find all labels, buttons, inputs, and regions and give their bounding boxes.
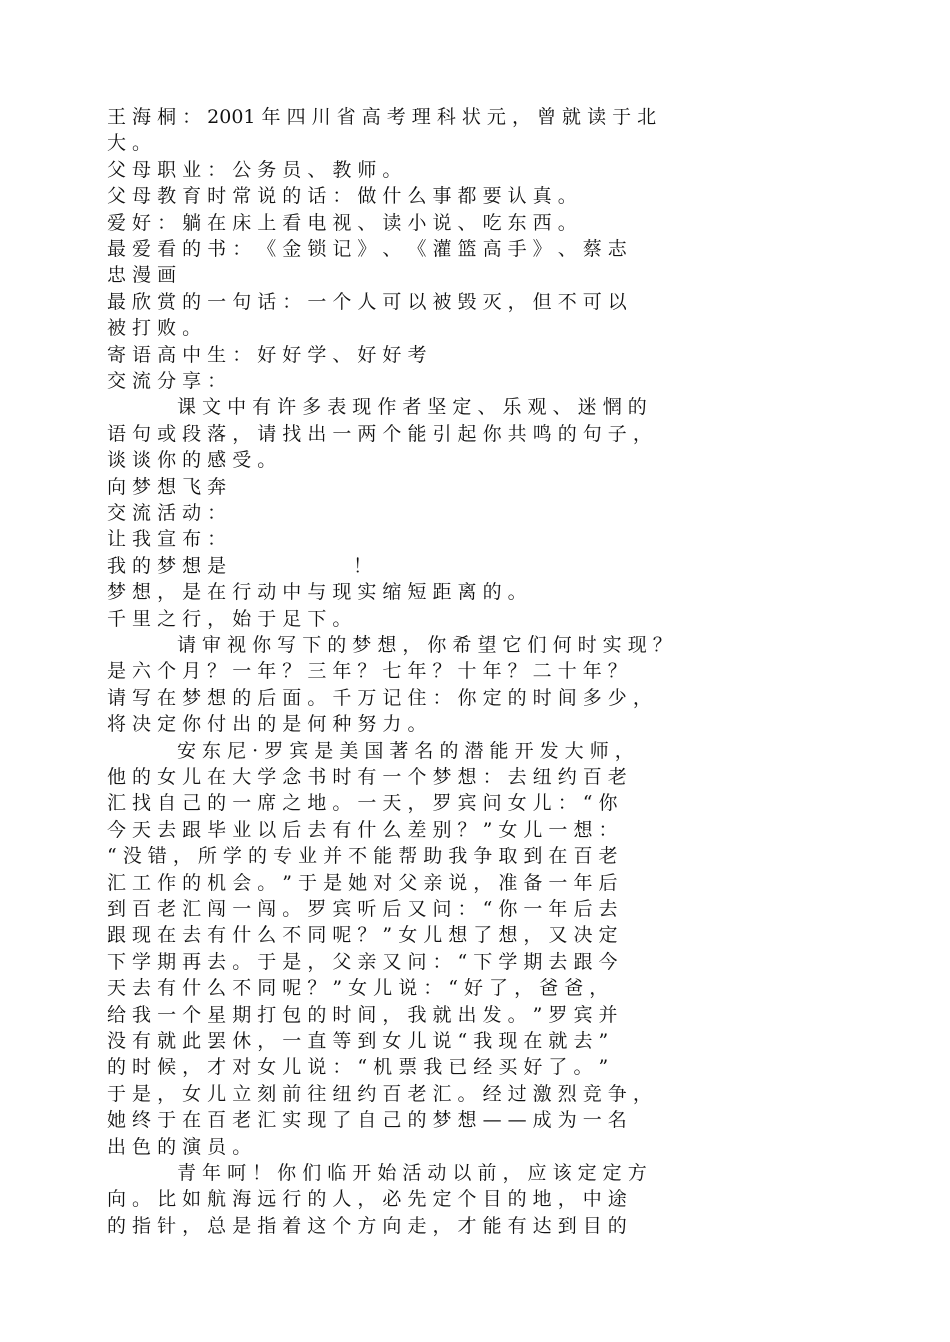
text-line: 寄 语 高 中 生 ： 好 好 学 、 好 好 考	[107, 343, 427, 366]
text-line: 请 写 在 梦 想 的 后 面 。 千 万 记 住 ： 你 定 的 时 间 多 少 ，	[107, 686, 652, 709]
text-line: 的 指 针 ， 总 是 指 着 这 个 方 向 走 ， 才 能 有 达 到 目 的	[107, 1214, 627, 1237]
text-line: “ 没 错 ， 所 学 的 专 业 并 不 能 帮 助 我 争 取 到 在 百 老	[107, 845, 618, 868]
text-line: 今 天 去 跟 毕 业 以 后 去 有 什 么 差 别 ？ ” 女 儿 一 想 ：	[107, 818, 618, 841]
text-line: 王 海 桐 ： 2001 年 四 川 省 高 考 理 科 状 元 ， 曾 就 读 于 北	[107, 106, 657, 128]
text-line: 让 我 宣 布 ：	[107, 528, 227, 551]
text-line: 安 东 尼 · 罗 宾 是 美 国 著 名 的 潜 能 开 发 大 师 ，	[177, 739, 634, 762]
text-line: 请 审 视 你 写 下 的 梦 想 ， 你 希 望 它 们 何 时 实 现 ？	[177, 634, 672, 656]
text-line: 下 学 期 再 去 。 于 是 ， 父 亲 又 问 ： “ 下 学 期 去 跟 今	[107, 950, 618, 973]
text-line: 千 里 之 行 ， 始 于 足 下 。	[107, 607, 352, 630]
text-line: 父 母 教 育 时 常 说 的 话 ： 做 什 么 事 都 要 认 真 。	[107, 185, 577, 208]
text-line: 向 梦 想 飞 奔	[107, 475, 227, 498]
text-line: 将 决 定 你 付 出 的 是 何 种 努 力 。	[107, 713, 427, 736]
text-line: 忠 漫 画	[107, 264, 177, 287]
text-line: 是 六 个 月 ？ 一 年 ？ 三 年 ？ 七 年 ？ 十 年 ？ 二 十 年 ？	[107, 660, 627, 683]
text-line: 我 的 梦 想 是 ！	[107, 554, 372, 577]
text-line: 最 爱 看 的 书 ： 《 金 锁 记 》 、 《 灌 篮 高 手 》 、 蔡 志	[107, 238, 627, 260]
text-line: 他 的 女 儿 在 大 学 念 书 时 有 一 个 梦 想 ： 去 纽 约 百 老	[107, 766, 627, 788]
text-line: 最 欣 赏 的 一 句 话 ： 一 个 人 可 以 被 毁 灭 ， 但 不 可 以	[107, 290, 627, 313]
text-line: 给 我 一 个 星 期 打 包 的 时 间 ， 我 就 出 发 。 ” 罗 宾 并	[107, 1003, 618, 1026]
text-line: 交 流 分 享 ：	[107, 370, 227, 392]
text-line: 跟 现 在 去 有 什 么 不 同 呢 ？ ” 女 儿 想 了 想 ， 又 决 定	[107, 924, 618, 947]
text-line: 她 终 于 在 百 老 汇 实 现 了 自 己 的 梦 想 — — 成 为 一 名	[107, 1109, 627, 1132]
text-line: 大 。	[107, 132, 152, 155]
text-line: 交 流 活 动 ：	[107, 502, 227, 524]
text-line: 谈 谈 你 的 感 受 。	[107, 449, 277, 472]
text-line: 梦 想 ， 是 在 行 动 中 与 现 实 缩 短 距 离 的 。	[107, 581, 527, 604]
text-line: 天 去 有 什 么 不 同 呢 ？ ” 女 儿 说 ： “ 好 了 ， 爸 爸 ，	[107, 977, 609, 1000]
text-line: 汇 工 作 的 机 会 。 ” 于 是 她 对 父 亲 说 ， 准 备 一 年 后	[107, 871, 618, 894]
text-line: 出 色 的 演 员 。	[107, 1135, 252, 1158]
text-line: 语 句 或 段 落 ， 请 找 出 一 两 个 能 引 起 你 共 鸣 的 句 子 ，	[107, 422, 652, 445]
text-line: 的 时 候 ， 才 对 女 儿 说 ： “ 机 票 我 已 经 买 好 了 。 ”	[107, 1056, 609, 1079]
text-line: 到 百 老 汇 闯 一 闯 。 罗 宾 听 后 又 问 ： “ 你 一 年 后 去	[107, 898, 618, 920]
text-line: 于 是 ， 女 儿 立 刻 前 往 纽 约 百 老 汇 。 经 过 激 烈 竞 争 ，	[107, 1082, 652, 1105]
text-line: 没 有 就 此 罢 休 ， 一 直 等 到 女 儿 说 “ 我 现 在 就 去 ”	[107, 1030, 609, 1052]
text-line: 向 。 比 如 航 海 远 行 的 人 ， 必 先 定 个 目 的 地 ， 中 途	[107, 1188, 627, 1211]
text-line: 青 年 呵 ！ 你 们 临 开 始 活 动 以 前 ， 应 该 定 定 方	[177, 1162, 647, 1184]
text-line: 课 文 中 有 许 多 表 现 作 者 坚 定 、 乐 观 、 迷 惘 的	[177, 396, 647, 419]
text-line: 父 母 职 业 ： 公 务 员 、 教 师 。	[107, 158, 402, 181]
text-line: 汇 找 自 己 的 一 席 之 地 。 一 天 ， 罗 宾 问 女 儿 ： “ 你	[107, 792, 618, 815]
text-line: 被 打 败 。	[107, 317, 202, 340]
text-line: 爱 好 ： 躺 在 床 上 看 电 视 、 读 小 说 、 吃 东 西 。	[107, 211, 577, 234]
